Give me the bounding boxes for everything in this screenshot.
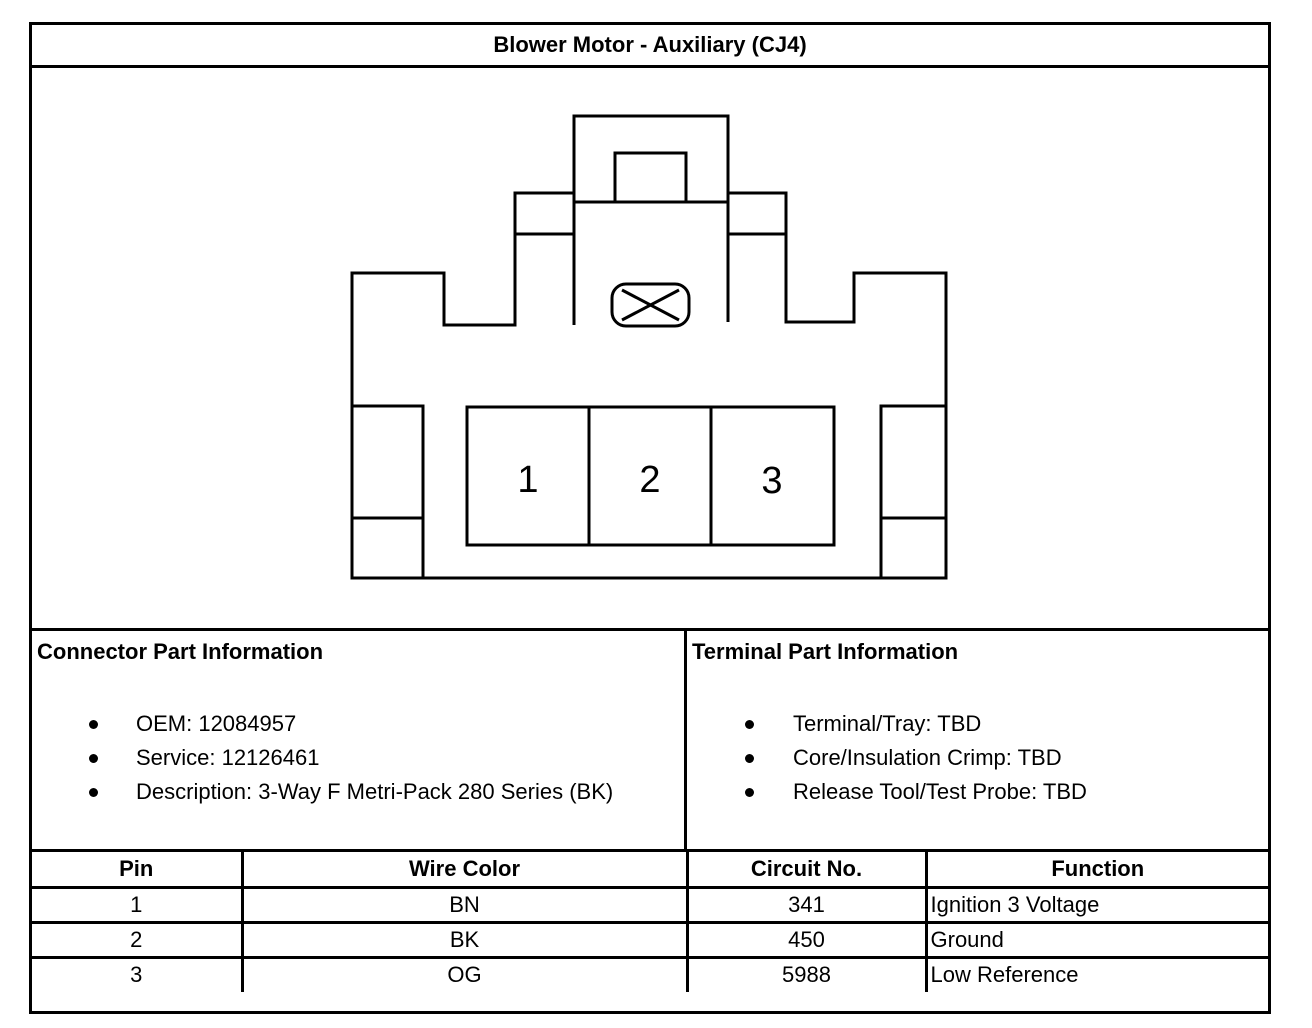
center-latch (615, 153, 686, 202)
pin-label-1: 1 (517, 459, 539, 501)
left-side-rib (352, 406, 423, 578)
connector-face-drawing (32, 68, 1268, 628)
circuit-cell: 450 (687, 922, 926, 957)
bullet-icon (89, 788, 98, 797)
header-function: Function (926, 852, 1268, 887)
header-pin: Pin (32, 852, 242, 887)
connector-sheet (29, 22, 1271, 1014)
table-row (32, 887, 1268, 922)
connector-diagram (32, 68, 1268, 631)
list-item (687, 775, 1087, 809)
pin-cell: 1 (32, 887, 242, 922)
connector-oem: OEM: 12084957 (136, 711, 297, 736)
connector-info-heading: Connector Part Information (37, 639, 324, 664)
list-item (32, 775, 613, 809)
pin-cell: 2 (32, 922, 242, 957)
bullet-icon (745, 720, 754, 729)
bullet-icon (745, 754, 754, 763)
list-item (32, 707, 613, 741)
pin-table (32, 852, 1268, 992)
bullet-icon (89, 720, 98, 729)
connector-description: Description: 3-Way F Metri-Pack 280 Series (BK) (136, 779, 614, 804)
header-wire-color: Wire Color (242, 852, 687, 887)
terminal-info-list (687, 707, 1087, 809)
right-side-rib (881, 406, 946, 578)
pin-label-3: 3 (761, 460, 783, 502)
function-cell: Ignition 3 Voltage (926, 887, 1268, 922)
function-cell: Ground (926, 922, 1268, 957)
list-item (32, 741, 613, 775)
terminal-info-heading: Terminal Part Information (692, 639, 959, 664)
list-item (687, 741, 1087, 775)
pin-cell: 3 (32, 957, 242, 992)
wire-color-cell: OG (242, 957, 687, 992)
connector-housing-outline (352, 116, 946, 578)
terminal-crimp: Core/Insulation Crimp: TBD (793, 745, 1062, 770)
circuit-cell: 5988 (687, 957, 926, 992)
bullet-icon (745, 788, 754, 797)
page-title: Blower Motor - Auxiliary (CJ4) (32, 25, 1268, 68)
pin-label-2: 2 (639, 459, 661, 501)
terminal-tray: Terminal/Tray: TBD (793, 711, 982, 736)
terminal-part-information (687, 631, 1271, 849)
list-item (687, 707, 1087, 741)
connector-part-information (32, 631, 687, 849)
terminal-release-tool: Release Tool/Test Probe: TBD (793, 779, 1087, 804)
header-circuit-no: Circuit No. (687, 852, 926, 887)
circuit-cell: 341 (687, 887, 926, 922)
connector-info-list (32, 707, 613, 809)
part-information-row (32, 631, 1268, 852)
wire-color-cell: BN (242, 887, 687, 922)
connector-service: Service: 12126461 (136, 745, 320, 770)
table-row (32, 922, 1268, 957)
function-cell: Low Reference (926, 957, 1268, 992)
table-row (32, 957, 1268, 992)
wire-color-cell: BK (242, 922, 687, 957)
table-header-row (32, 852, 1268, 887)
bullet-icon (89, 754, 98, 763)
